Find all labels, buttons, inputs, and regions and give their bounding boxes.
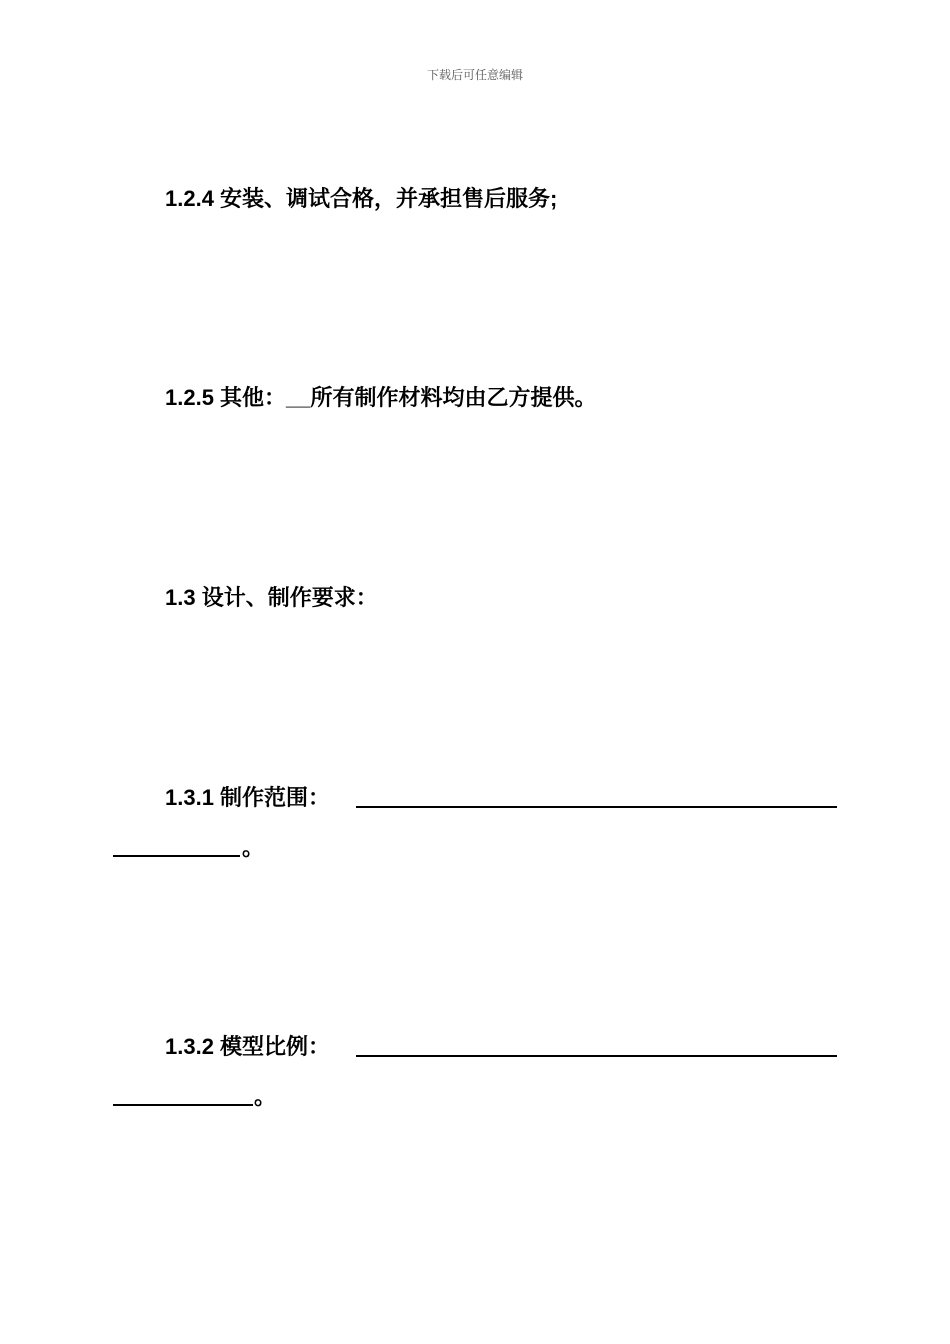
clause-1-2-4: 1.2.4 安装、调试合格，并承担售后服务; <box>165 186 558 211</box>
clause-1-3: 1.3 设计、制作要求： <box>165 585 378 610</box>
fill-blank-line-continued <box>113 855 240 857</box>
clause-1-3-1-label: 1.3.1 制作范围： <box>165 785 331 810</box>
fill-blank-line <box>356 806 837 808</box>
clause-1-3-1-end: 。 <box>242 835 265 860</box>
page-header: 下载后可任意编辑 <box>426 68 523 82</box>
clause-1-3-2-end: 。 <box>254 1084 277 1109</box>
fill-blank-line-continued <box>113 1104 253 1106</box>
clause-1-2-5: 1.2.5 其他：__所有制作材料均由乙方提供。 <box>165 385 597 410</box>
clause-1-3-2-label: 1.3.2 模型比例： <box>165 1034 331 1059</box>
fill-blank-line <box>356 1055 837 1057</box>
